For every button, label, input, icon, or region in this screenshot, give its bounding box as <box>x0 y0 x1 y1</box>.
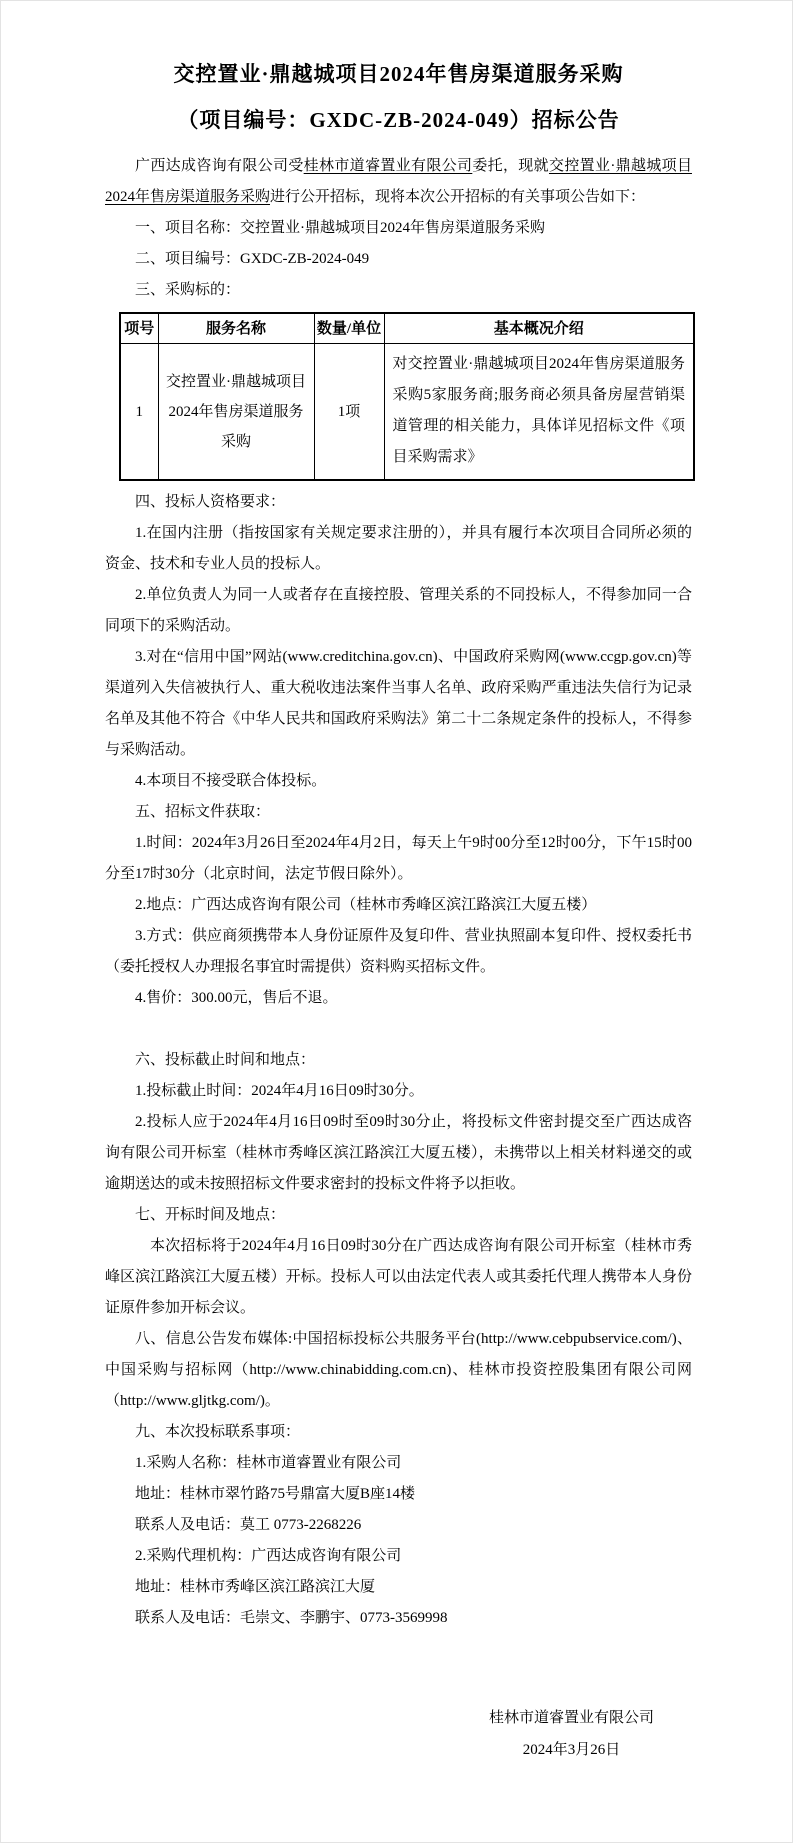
table-header-quantity-unit: 数量/单位 <box>314 313 384 344</box>
signature-company: 桂林市道睿置业有限公司 <box>488 1710 654 1726</box>
intro-part2: 委托，现就 <box>472 158 549 174</box>
section4-item1: 1.在国内注册（指按国家有关规定要求注册的），并具有履行本次项目合同所必须的资金、技术和专业人员的投标人。 <box>105 525 692 572</box>
doc-body <box>105 151 692 1634</box>
signature-block <box>489 1702 654 1766</box>
section4-item3: 3.对在“信用中国”网站(www.creditchina.gov.cn)、中国政府采购网(www.ccgp.gov.cn)等渠道列入失信被执行人、重大税收违法案件当事人名单、政府采购严重违法失信行为记录名单及其他不符合《中华人民共和国政府采购法》第二十二条规定条件的投标人，不得参与采购活动。 <box>105 649 692 758</box>
section3-purchase-subject: 三、采购标的： <box>135 282 241 298</box>
table-cell-item-no: 1 <box>120 344 158 481</box>
section4-item2: 2.单位负责人为同一人或者存在直接控股、管理关系的不同投标人，不得参加同一合同项下的采购活动。 <box>105 587 692 634</box>
table-row <box>120 344 694 481</box>
section9-purchaser-contact: 联系人及电话：莫工 0773-2268226 <box>135 1517 362 1533</box>
intro-underlined-project: 交控置业·鼎越城项目2024年售房渠道服务采购 <box>105 158 692 205</box>
section9-agency-address: 地址：桂林市秀峰区滨江路滨江大厦 <box>135 1579 376 1595</box>
intro-part1: 广西达成咨询有限公司受 <box>135 158 304 174</box>
section9-purchaser-address: 地址：桂林市翠竹路75号鼎富大厦B座14楼 <box>135 1486 416 1502</box>
section5-item3: 3.方式：供应商须携带本人身份证原件及复印件、营业执照副本复印件、授权委托书（委托授权人办理报名事宜时需提供）资料购买招标文件。 <box>105 928 692 975</box>
section9-heading: 九、本次投标联系事项： <box>135 1424 301 1440</box>
intro-paragraph <box>105 151 692 213</box>
table-cell-quantity: 1项 <box>314 344 384 481</box>
section6-item2: 2.投标人应于2024年4月16日09时至09时30分止，将投标文件密封提交至广西达成咨询有限公司开标室（桂林市秀峰区滨江路滨江大厦五楼），未携带以上相关材料递交的或逾期送达的或未按照招标文件要求密封的投标文件将予以拒收。 <box>105 1114 692 1192</box>
section4-heading: 四、投标人资格要求： <box>135 494 286 510</box>
doc-title-line1: 交控置业·鼎越城项目2024年售房渠道服务采购 <box>173 62 624 86</box>
table-header-row <box>120 313 694 344</box>
section7-heading: 七、开标时间及地点： <box>135 1207 286 1223</box>
section9-agency-contact: 联系人及电话：毛崇文、李鹏宇、0773-3569998 <box>135 1610 448 1626</box>
intro-underlined-purchaser: 桂林市道睿置业有限公司 <box>303 158 473 174</box>
section9-agency-name: 2.采购代理机构：广西达成咨询有限公司 <box>135 1548 402 1564</box>
table-header-overview: 基本概况介绍 <box>384 313 694 344</box>
intro-part3: 进行公开招标，现将本次公开招标的有关事项公告如下： <box>270 189 646 205</box>
table-cell-service-name: 交控置业·鼎越城项目2024年售房渠道服务采购 <box>158 344 314 481</box>
section8-media: 八、信息公告发布媒体:中国招标投标公共服务平台(http://www.cebpubservice.com/)、中国采购与招标网（http://www.chinabidding.com.cn)、桂林市投资控股集团有限公司网（http://www.gljtkg.com/)。 <box>105 1331 692 1409</box>
section2-project-number: 二、项目编号：GXDC-ZB-2024-049 <box>135 251 370 267</box>
document-page <box>1 1 792 1766</box>
doc-title-line2: （项目编号：GXDC-ZB-2024-049）招标公告 <box>177 108 620 132</box>
section5-item1: 1.时间：2024年3月26日至2024年4月2日，每天上午9时00分至12时00分，下午15时00分至17时30分（北京时间，法定节假日除外）。 <box>105 835 692 882</box>
section5-item2: 2.地点：广西达成咨询有限公司（桂林市秀峰区滨江路滨江大厦五楼） <box>135 897 597 913</box>
section5-item4: 4.售价：300.00元，售后不退。 <box>135 990 338 1006</box>
section1-project-name: 一、项目名称：交控置业·鼎越城项目2024年售房渠道服务采购 <box>135 220 545 236</box>
section7-body: 本次招标将于2024年4月16日09时30分在广西达成咨询有限公司开标室（桂林市秀峰区滨江路滨江大厦五楼）开标。投标人可以由法定代表人或其委托代理人携带本人身份证原件参加开标会议。 <box>105 1238 692 1316</box>
section4-item4: 4.本项目不接受联合体投标。 <box>135 773 327 789</box>
section6-item1: 1.投标截止时间：2024年4月16日09时30分。 <box>135 1083 424 1099</box>
table-cell-overview: 对交控置业·鼎越城项目2024年售房渠道服务采购5家服务商;服务商必须具备房屋营销渠道管理的相关能力，具体详见招标文件《项目采购需求》 <box>384 344 694 481</box>
section9-purchaser-name: 1.采购人名称：桂林市道睿置业有限公司 <box>135 1455 402 1471</box>
table-header-item-no: 项号 <box>120 313 158 344</box>
signature-date: 2024年3月26日 <box>522 1742 621 1758</box>
table-header-service-name: 服务名称 <box>158 313 314 344</box>
purchase-subject-table <box>119 312 695 481</box>
section6-heading: 六、投标截止时间和地点： <box>135 1052 316 1068</box>
section5-heading: 五、招标文件获取： <box>135 804 271 820</box>
